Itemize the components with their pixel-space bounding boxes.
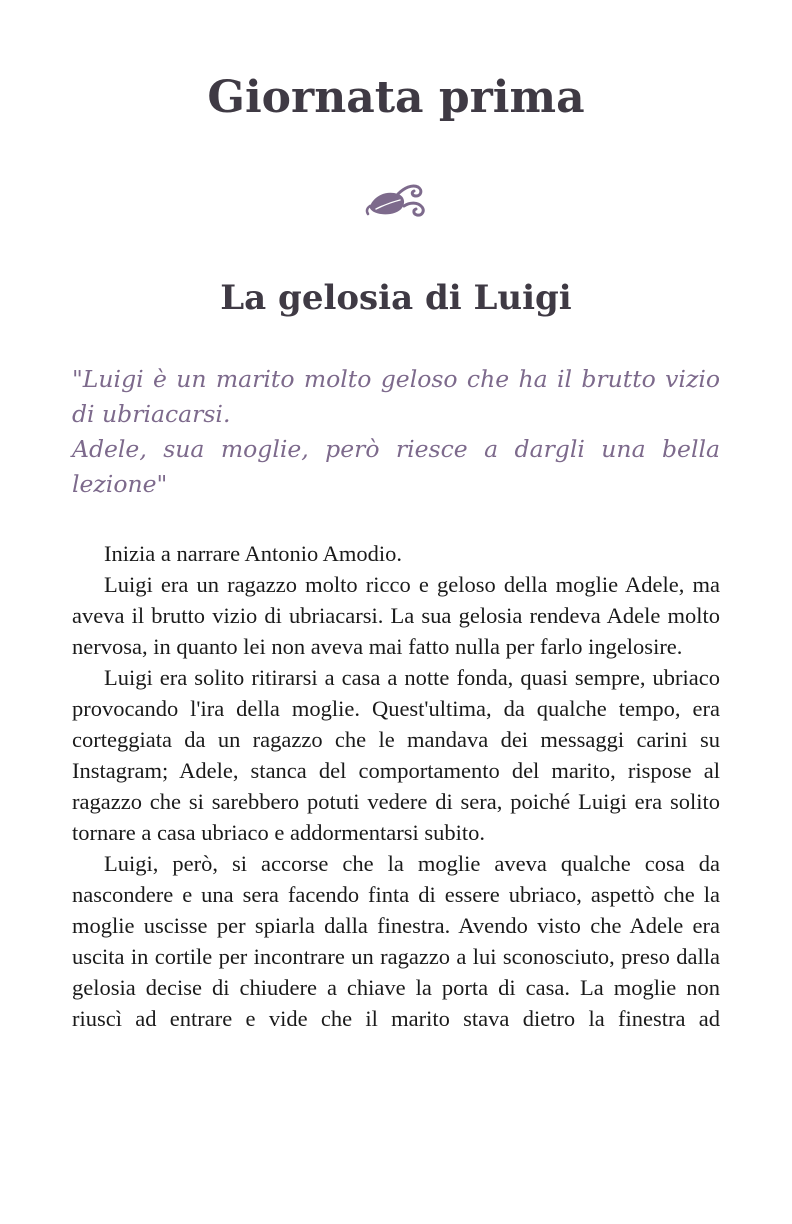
chapter-title: Giornata prima: [207, 72, 585, 123]
paragraph: Luigi era un ragazzo molto ricco e geloso della moglie Adele, ma aveva il brutto vizio di ubriacarsi. La sua gelosia rendeva Adele molto nervosa, in quanto lei non aveva mai fatto nulla per farlo ingelosire.: [72, 572, 720, 659]
paragraph: Inizia a narrare Antonio Amodio.: [104, 541, 403, 566]
epigraph: [72, 362, 720, 502]
epigraph-line: "Luigi è un marito molto geloso che ha il brutto vizio di ubriacarsi.: [72, 365, 720, 428]
epigraph-line: Adele, sua moglie, però riesce a dargli una bella lezione": [72, 435, 720, 498]
paragraph: Luigi era solito ritirarsi a casa a notte fonda, quasi sempre, ubriaco provocando l'ira della moglie. Quest'ultima, da qualche tempo, era corteggiata da un ragazzo che le mandava dei messaggi carini su Instagram; Adele, stanca del comportamento del marito, rispose al ragazzo che si sarebbero potuti vedere di sera, poiché Luigi era solito tornare a casa ubriaco e addormentarsi subito.: [72, 665, 720, 845]
story-body: [72, 538, 720, 1034]
leaf-flourish-icon: [364, 178, 428, 222]
paragraph: Luigi, però, si accorse che la moglie aveva qualche cosa da nascondere e una sera facendo finta di essere ubriaco, aspettò che la moglie uscisse per spiarla dalla finestra. Avendo visto che Adele era uscita in cortile per incontrare un ragazzo a lui sconosciuto, preso dalla gelosia decise di chiudere a chiave la porta di casa. La moglie non riuscì ad entrare e vide che il marito stava dietro la finestra ad: [72, 851, 720, 1031]
story-title: La gelosia di Luigi: [220, 278, 572, 318]
